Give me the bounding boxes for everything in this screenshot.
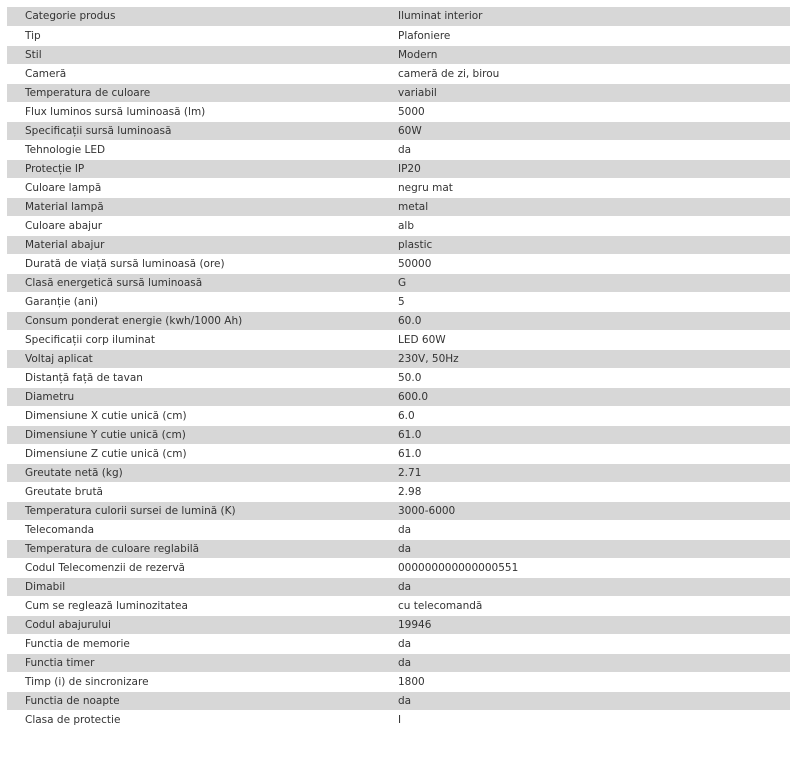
spec-label: Codul abajurului (7, 615, 381, 634)
spec-row (7, 7, 790, 26)
spec-label: Greutate netă (kg) (7, 463, 381, 482)
spec-label: Consum ponderat energie (kwh/1000 Ah) (7, 311, 381, 330)
spec-row (7, 311, 790, 330)
spec-row (7, 520, 790, 539)
spec-value: 000000000000000551 (381, 558, 790, 577)
spec-value: LED 60W (381, 330, 790, 349)
spec-label: Garanție (ani) (7, 292, 381, 311)
spec-label: Dimensiune Y cutie unică (cm) (7, 425, 381, 444)
spec-row (7, 501, 790, 520)
spec-value: Modern (381, 45, 790, 64)
spec-row (7, 216, 790, 235)
spec-value: 61.0 (381, 444, 790, 463)
spec-value: Plafoniere (381, 26, 790, 45)
spec-value: da (381, 653, 790, 672)
spec-value: da (381, 577, 790, 596)
spec-row (7, 349, 790, 368)
spec-value: 19946 (381, 615, 790, 634)
spec-value: 6.0 (381, 406, 790, 425)
spec-row (7, 406, 790, 425)
spec-value: da (381, 539, 790, 558)
spec-label: Categorie produs (7, 7, 381, 26)
spec-label: Culoare abajur (7, 216, 381, 235)
spec-row (7, 140, 790, 159)
spec-label: Greutate brută (7, 482, 381, 501)
spec-label: Material lampă (7, 197, 381, 216)
spec-value: 50.0 (381, 368, 790, 387)
spec-label: Stil (7, 45, 381, 64)
spec-label: Diametru (7, 387, 381, 406)
spec-label: Cum se reglează luminozitatea (7, 596, 381, 615)
spec-row (7, 653, 790, 672)
spec-value: 230V, 50Hz (381, 349, 790, 368)
spec-row (7, 197, 790, 216)
spec-row (7, 178, 790, 197)
spec-label: Specificații sursă luminoasă (7, 121, 381, 140)
spec-label: Temperatura de culoare reglabilă (7, 539, 381, 558)
spec-label: Telecomanda (7, 520, 381, 539)
spec-value: alb (381, 216, 790, 235)
spec-row (7, 254, 790, 273)
spec-value: 60.0 (381, 311, 790, 330)
spec-row (7, 444, 790, 463)
spec-row (7, 463, 790, 482)
spec-value: 600.0 (381, 387, 790, 406)
spec-row (7, 710, 790, 729)
spec-row (7, 159, 790, 178)
spec-row (7, 273, 790, 292)
spec-label: Codul Telecomenzii de rezervă (7, 558, 381, 577)
spec-row (7, 482, 790, 501)
spec-value: 1800 (381, 672, 790, 691)
spec-label: Specificații corp iluminat (7, 330, 381, 349)
spec-value: 2.71 (381, 463, 790, 482)
spec-value: 60W (381, 121, 790, 140)
specifications-table-body (7, 7, 790, 729)
product-specifications-table (7, 7, 790, 730)
spec-row (7, 121, 790, 140)
spec-row (7, 387, 790, 406)
spec-row (7, 26, 790, 45)
spec-value: da (381, 691, 790, 710)
spec-label: Material abajur (7, 235, 381, 254)
spec-row (7, 691, 790, 710)
spec-value: plastic (381, 235, 790, 254)
spec-label: Functia de noapte (7, 691, 381, 710)
spec-value: cu telecomandă (381, 596, 790, 615)
spec-value: 5000 (381, 102, 790, 121)
spec-value: 2.98 (381, 482, 790, 501)
spec-label: Durată de viață sursă luminoasă (ore) (7, 254, 381, 273)
spec-value: 50000 (381, 254, 790, 273)
spec-value: Iluminat interior (381, 7, 790, 26)
spec-row (7, 330, 790, 349)
spec-label: Functia de memorie (7, 634, 381, 653)
spec-row (7, 425, 790, 444)
spec-row (7, 102, 790, 121)
spec-label: Dimabil (7, 577, 381, 596)
spec-label: Protecție IP (7, 159, 381, 178)
spec-row (7, 235, 790, 254)
spec-label: Temperatura culorii sursei de lumină (K) (7, 501, 381, 520)
spec-row (7, 539, 790, 558)
spec-value: IP20 (381, 159, 790, 178)
spec-value: variabil (381, 83, 790, 102)
spec-row (7, 368, 790, 387)
spec-value: cameră de zi, birou (381, 64, 790, 83)
spec-label: Flux luminos sursă luminoasă (lm) (7, 102, 381, 121)
spec-label: Temperatura de culoare (7, 83, 381, 102)
spec-label: Clasa de protectie (7, 710, 381, 729)
spec-value: da (381, 520, 790, 539)
spec-value: 3000-6000 (381, 501, 790, 520)
spec-label: Tehnologie LED (7, 140, 381, 159)
spec-label: Timp (i) de sincronizare (7, 672, 381, 691)
spec-value: G (381, 273, 790, 292)
spec-value: 5 (381, 292, 790, 311)
spec-row (7, 596, 790, 615)
spec-row (7, 577, 790, 596)
spec-row (7, 292, 790, 311)
spec-label: Distanță față de tavan (7, 368, 381, 387)
spec-value: negru mat (381, 178, 790, 197)
spec-label: Cameră (7, 64, 381, 83)
spec-label: Voltaj aplicat (7, 349, 381, 368)
spec-row (7, 615, 790, 634)
spec-label: Culoare lampă (7, 178, 381, 197)
spec-value: 61.0 (381, 425, 790, 444)
spec-row (7, 558, 790, 577)
spec-label: Tip (7, 26, 381, 45)
spec-value: da (381, 634, 790, 653)
spec-label: Dimensiune Z cutie unică (cm) (7, 444, 381, 463)
spec-label: Clasă energetică sursă luminoasă (7, 273, 381, 292)
spec-value: metal (381, 197, 790, 216)
spec-row (7, 672, 790, 691)
spec-value: da (381, 140, 790, 159)
spec-row (7, 83, 790, 102)
spec-label: Functia timer (7, 653, 381, 672)
spec-row (7, 634, 790, 653)
spec-row (7, 45, 790, 64)
spec-label: Dimensiune X cutie unică (cm) (7, 406, 381, 425)
spec-value: I (381, 710, 790, 729)
spec-row (7, 64, 790, 83)
